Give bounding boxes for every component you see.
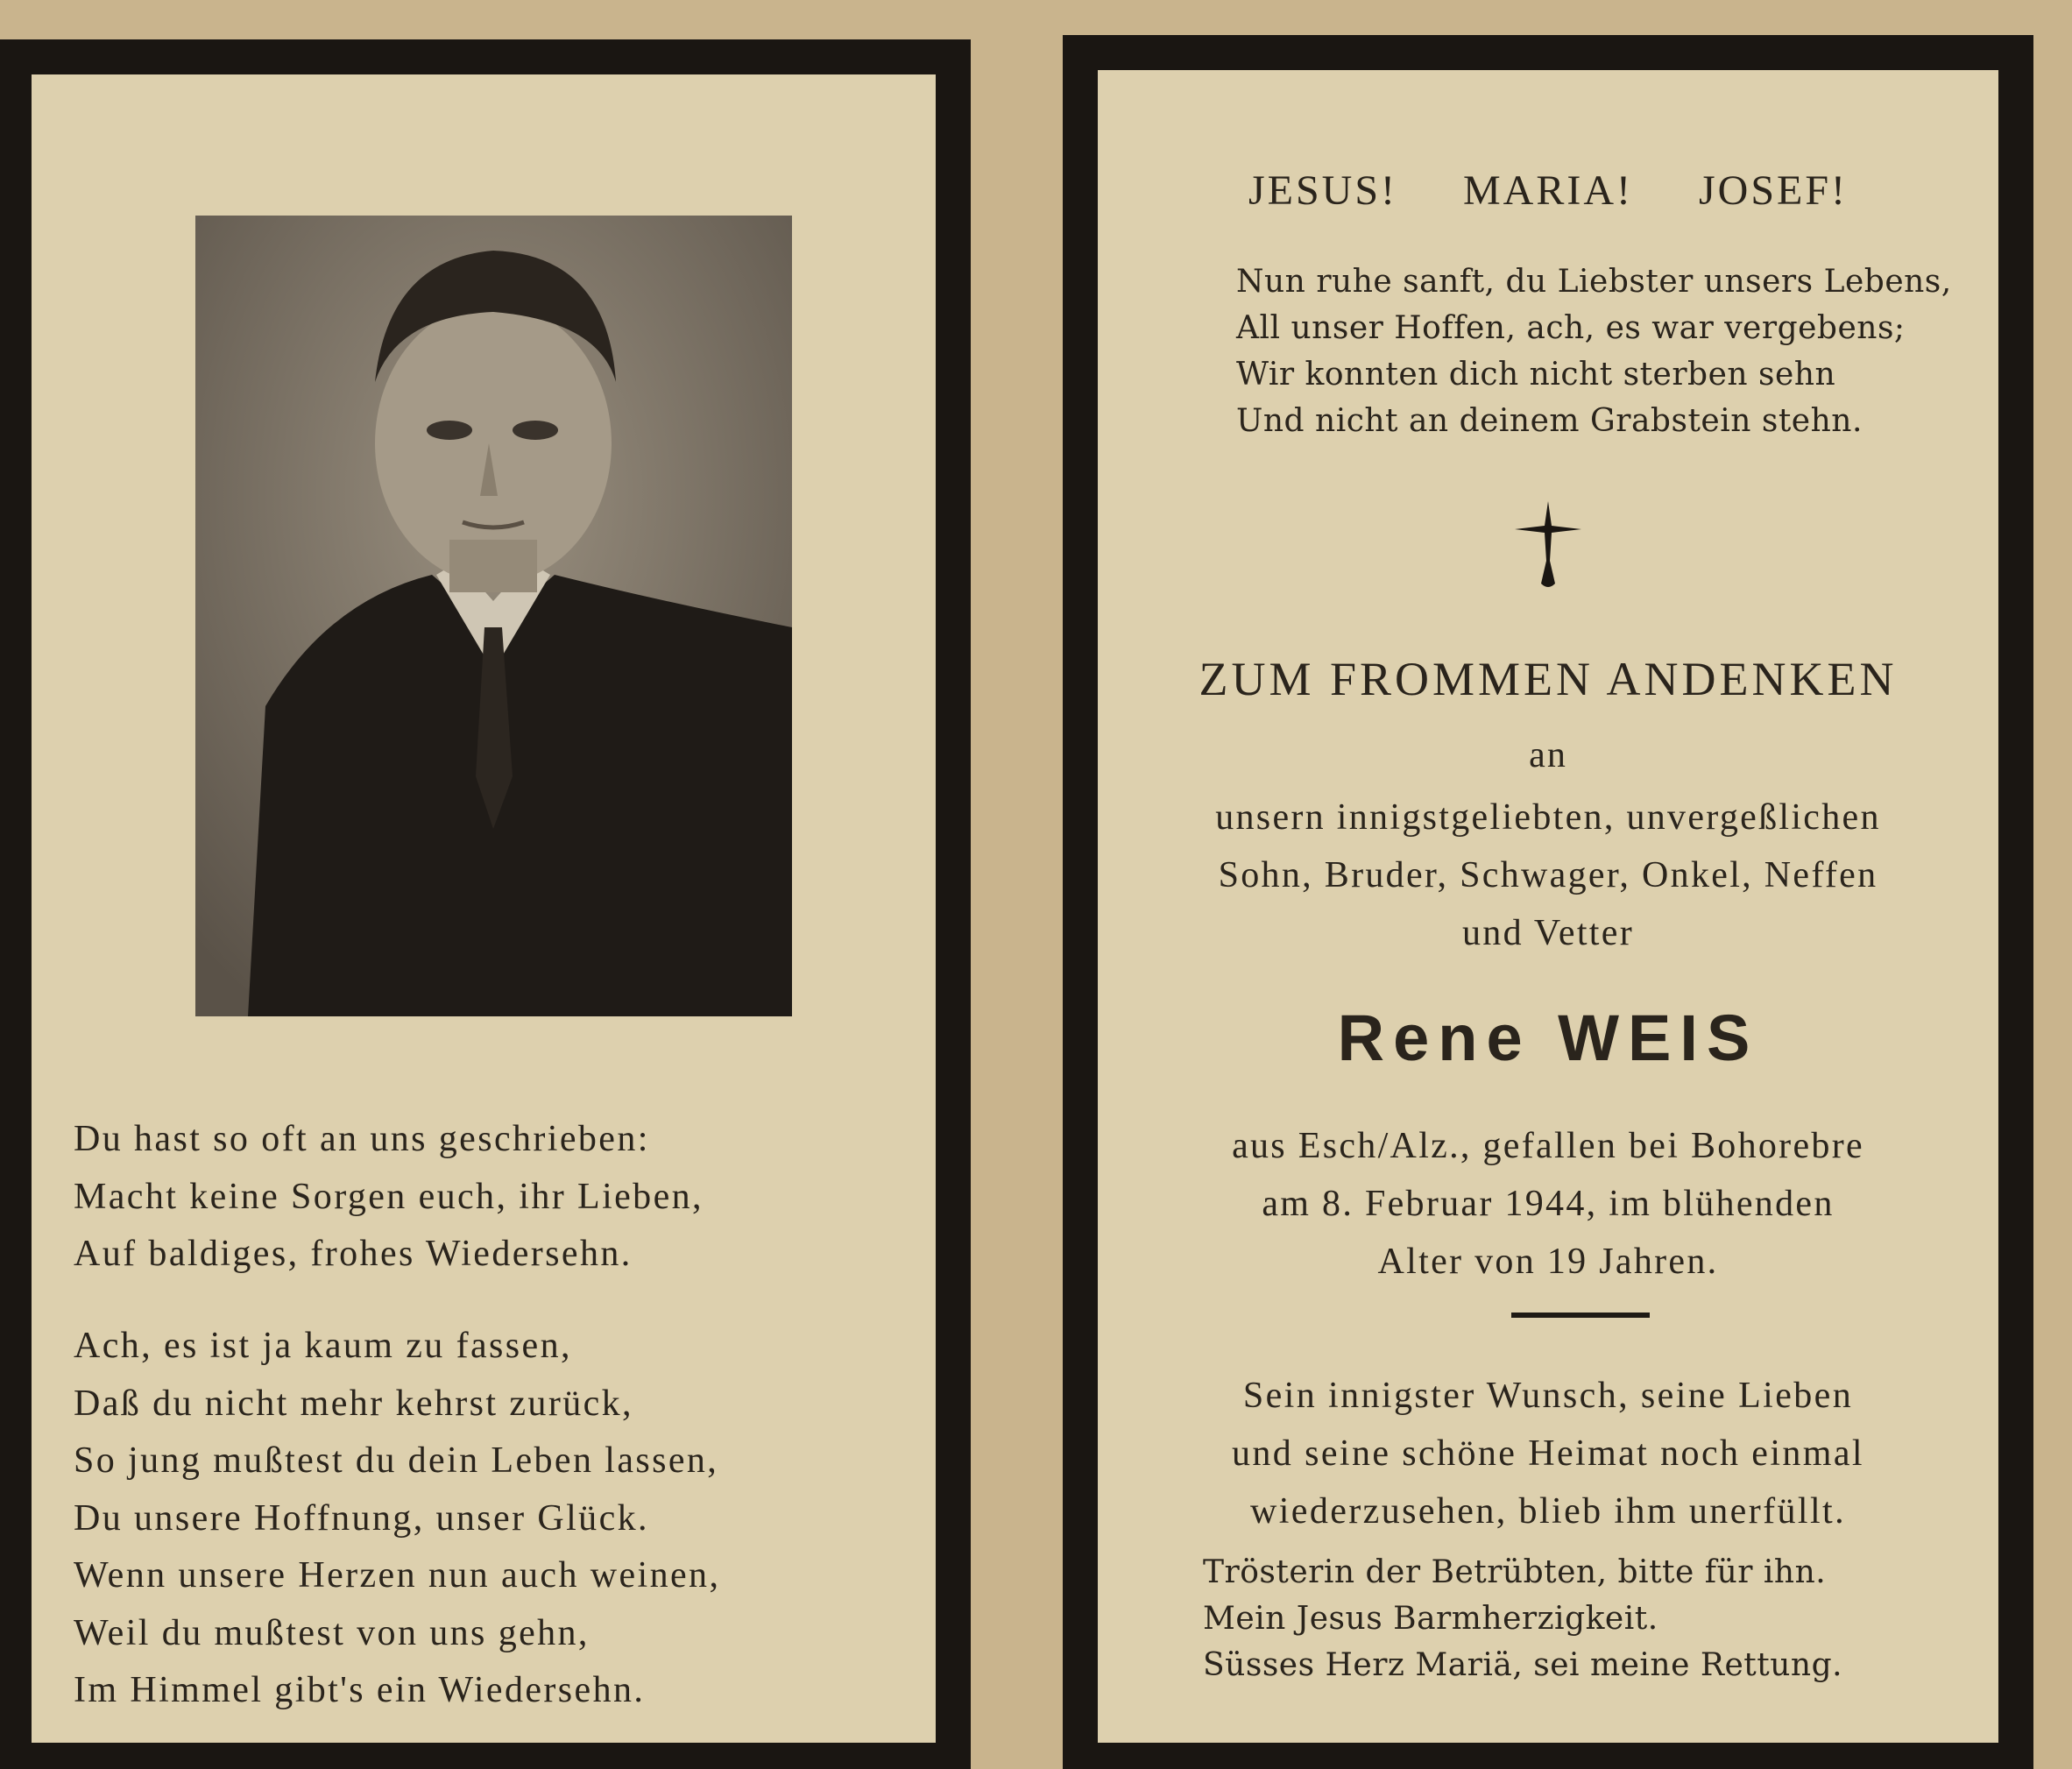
preposition-an: an (1529, 735, 1567, 775)
portrait-image (195, 216, 792, 1016)
poem-line: Du hast so oft an uns geschrieben: (74, 1119, 650, 1159)
poem-line: Du unsere Hoffnung, unser Glück. (74, 1497, 649, 1539)
poem-line: So jung mußtest du dein Leben lassen, (74, 1440, 719, 1481)
verse-line: All unser Hoffen, ach, es war vergebens; (1236, 310, 1906, 346)
invocation-heading: JESUS! MARIA! JOSEF! (1248, 167, 1849, 214)
poem-line: Daß du nicht mehr kehrst zurück, (74, 1383, 633, 1424)
verse-line: Nun ruhe sanft, du Liebster unsers Lebens, (1236, 264, 1952, 300)
dedication-line: unsern innigstgeliebten, unvergeßlichen (1215, 797, 1881, 838)
last-wish-text (1098, 1367, 1998, 1540)
wish-line: wiederzusehen, blieb ihm unerfüllt. (1250, 1491, 1846, 1532)
dedication-text (1098, 789, 1998, 962)
left-card-panel (0, 39, 971, 1769)
dedication-line: Sohn, Bruder, Schwager, Onkel, Neffen (1218, 855, 1878, 895)
poem-line: Weil du mußtest von uns gehn, (74, 1612, 590, 1653)
verse-line: Wir konnten dich nicht sterben sehn (1236, 357, 1836, 393)
deceased-name: Rene WEIS (1337, 1001, 1759, 1074)
poem-line: Wenn unsere Herzen nun auch weinen, (74, 1555, 721, 1596)
death-details (1098, 1117, 1998, 1291)
details-line: aus Esch/Alz., gefallen bei Bohorebre (1232, 1126, 1864, 1166)
wish-line: und seine schöne Heimat noch einmal (1232, 1433, 1864, 1474)
prayer-line: Trösterin der Betrübten, bitte für ihn. (1203, 1554, 1827, 1590)
poem-stanza-2 (74, 1318, 932, 1720)
poem-line: Auf baldiges, frohes Wiedersehn. (74, 1234, 633, 1274)
right-card-panel (1063, 35, 2033, 1769)
dedication-line: und Vetter (1461, 913, 1635, 953)
portrait-photo (195, 216, 792, 1016)
prayer-line: Mein Jesus Barmherzigkeit. (1203, 1601, 1658, 1637)
poem-line: Macht keine Sorgen euch, ihr Lieben, (74, 1176, 704, 1217)
memorial-heading: ZUM FROMMEN ANDENKEN (1199, 653, 1898, 705)
details-line: Alter von 19 Jahren. (1377, 1242, 1719, 1282)
wish-line: Sein innigster Wunsch, seine Lieben (1242, 1376, 1854, 1416)
prayers-block (1203, 1549, 1991, 1688)
details-line: am 8. Februar 1944, im blühenden (1262, 1184, 1835, 1224)
prayer-line: Süsses Herz Mariä, sei meine Rettung. (1203, 1647, 1843, 1683)
separator-rule (1511, 1313, 1650, 1318)
verse-line: Und nicht an deinem Grabstein stehn. (1236, 403, 1863, 439)
memorial-verse (1236, 258, 2007, 444)
poem-stanza-1 (74, 1111, 932, 1284)
poem-line: Ach, es ist ja kaum zu fassen, (74, 1326, 572, 1366)
cross-icon (1513, 499, 1583, 591)
poem-line: Im Himmel gibt's ein Wiedersehn. (74, 1670, 646, 1710)
